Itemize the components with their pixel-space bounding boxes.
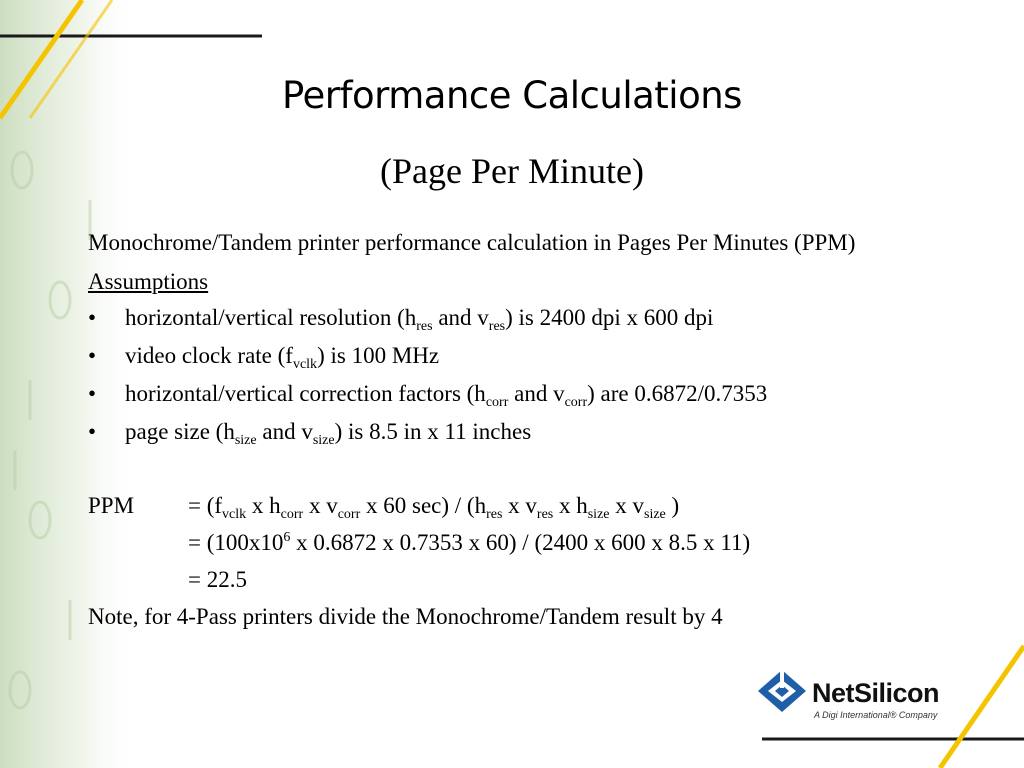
formula-line-1 — [88, 490, 968, 522]
formula-line-2 — [88, 527, 968, 559]
bullet-correction-factors — [88, 378, 968, 410]
bullet-clock-rate — [88, 340, 968, 372]
logo-wordmark: NetSilicon — [812, 678, 940, 708]
bullet-marker: • — [88, 419, 97, 444]
logo-tagline: A Digi International® Company — [814, 710, 938, 720]
slide-title: Performance Calculations — [282, 74, 742, 117]
note-text: Note, for 4-Pass printers divide the Monochrome/Tandem result by 4 — [88, 604, 723, 629]
formula-line-3 — [88, 564, 968, 596]
bullet-marker: • — [88, 381, 97, 406]
slide-body — [88, 228, 968, 633]
intro-text: Monochrome/Tandem printer performance calculation in Pages Per Minutes (PPM) — [88, 230, 856, 255]
slide-subtitle: (Page Per Minute) — [380, 151, 644, 191]
bullet-page-size — [88, 416, 968, 448]
formula-label: PPM — [88, 493, 135, 518]
formula-expression: = ($f_{vclk}$ x $h_{corr}$ x $v_{corr}$ x 60 $\sec) / (h_{res}$ x $v_{res}$ x $h_{size}$ x $v_{size}$ ) — [188, 493, 680, 522]
formula-substitution: = ($100x10^6$ x 0.6872 x 0.7353 x 60) / (2400 x 600 x 8.5 x 11) — [188, 530, 751, 555]
assumptions-heading: Assumptions — [88, 269, 209, 294]
bullet-text: video clock rate $(f_{vclk})$ is 100 MHz — [125, 343, 440, 372]
bullet-resolution — [88, 302, 968, 334]
bullet-text: page size ($h_{size}$ and $v_{size}$) is 8.5 in x 11 inches — [125, 419, 532, 448]
bullet-text: horizontal/vertical correction factors ($h_{corr}$ and $v_{corr}$) are 0.6872/0.7353 — [125, 381, 768, 410]
netsilicon-logo — [756, 668, 956, 728]
bullet-marker: • — [88, 343, 97, 368]
netsilicon-logo-mark-icon — [756, 668, 808, 714]
bullet-marker: • — [88, 305, 97, 330]
formula-result: = 22.5 — [188, 567, 247, 592]
bullet-text: horizontal/vertical resolution ($h_{res}$ and $v_{res}$) is 2400 dpi x 600 dpi — [125, 305, 714, 334]
